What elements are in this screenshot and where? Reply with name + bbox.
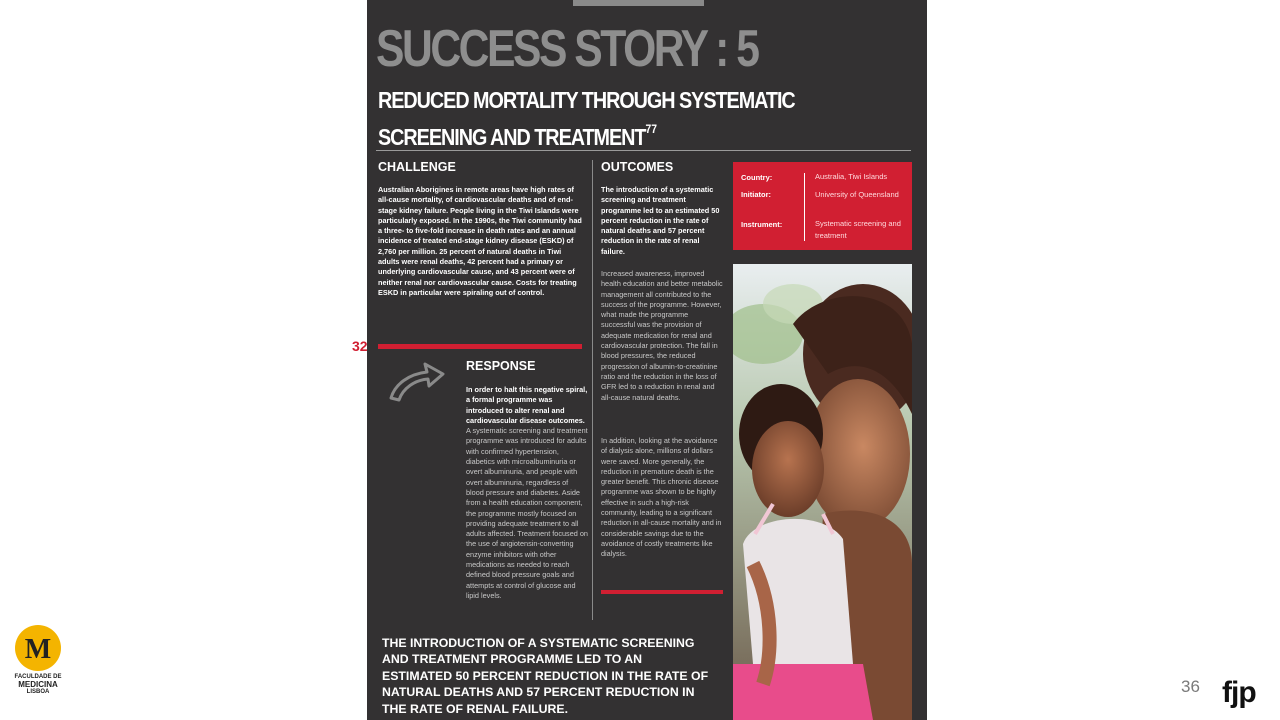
title-divider	[376, 150, 911, 151]
red-accent-bar	[378, 344, 582, 349]
mother-child-photo	[733, 264, 912, 720]
response-heading: RESPONSE	[466, 359, 536, 373]
outcomes-lead: The introduction of a systematic screening and treatment programme led to an estimated 50 percent reduction in the rate of natural deaths and 57 percent reduction in the rate of renal failure.	[601, 185, 720, 256]
page-title: SUCCESS STORY : 5	[376, 20, 758, 78]
initiator-label: Initiator:	[741, 190, 771, 199]
outcomes-paragraph-2: In addition, looking at the avoidance of dialysis alone, millions of dollars were saved. More generally, the reduction in premature death is the greater benefit. This chronic disease programme was shown to be highly effective in such a high-risk community, leading to a significant reduction in all-cause mortality and in considerable savings due to the avoidance of costly treatments like dialysis.	[601, 436, 722, 559]
challenge-text: Australian Aborigines in remote areas have high rates of all-cause mortality, of cardiovascular deaths and of end-stage kidney failure. People living in the Tiwi Islands were particularly exposed. In the 1990s, the Tiwi community had a three- to five-fold increase in death rates and an annual incidence of treated end-stage kidney disease (ESKD) of 2,760 per million. 25 percent of natural deaths in Tiwi adults were renal deaths, 42 percent had a primary or underlying cardiovascular cause, and 43 percent were of neither renal nor cardiovascular cause. Costs for treating ESKD in particular were spiraling out of control.	[378, 185, 582, 297]
pull-quote: THE INTRODUCTION OF A SYSTEMATIC SCREENING AND TREATMENT PROGRAMME LED TO AN ESTIMATED 50 PERCENT REDUCTION IN THE RATE OF NATURAL DEATHS AND 57 PERCENT REDUCTION IN THE RATE OF RENAL FAILURE.	[382, 636, 709, 716]
brand-logo: fjp	[1222, 676, 1256, 709]
faculty-logo	[12, 624, 64, 698]
faculty-logo-emblem	[12, 624, 64, 674]
column-divider	[592, 160, 593, 620]
page-subtitle	[378, 86, 860, 152]
country-label: Country:	[741, 173, 773, 182]
outcomes-heading: OUTCOMES	[601, 160, 674, 174]
logo-line-1: FACULDADE DE	[14, 674, 62, 680]
red-accent-bar	[601, 590, 723, 594]
instrument-label: Instrument:	[741, 220, 783, 229]
info-box	[733, 162, 912, 250]
subtitle-text: REDUCED MORTALITY THROUGH SYSTEMATIC SCREENING AND TREATMENT	[378, 87, 795, 150]
initiator-value: University of Queensland	[815, 190, 899, 199]
country-value: Australia, Tiwi Islands	[815, 172, 888, 181]
response-lead: In order to halt this negative spiral, a formal programme was introduced to alter renal and cardiovascular disease outcomes.	[466, 385, 588, 425]
document-page	[367, 0, 927, 720]
curved-arrow-icon	[387, 358, 447, 402]
top-tab-decoration	[573, 0, 704, 6]
logo-line-2: MEDICINA	[18, 680, 58, 689]
svg-text:M: M	[24, 634, 52, 665]
logo-line-3: LISBOA	[26, 689, 50, 695]
subtitle-reference: 77	[645, 122, 657, 136]
slide-number: 36	[1181, 677, 1200, 696]
response-body: A systematic screening and treatment programme was introduced for adults with confirmed hypertension, diabetics with microalbuminuria or overt albuminuria, and people with overt albuminuria, regardless of blood pressure and diabetes. Aside from a health education component, the programme mostly focused on providing adequate treatment to all adults affected. Treatment focused on the use of angiotensin-converting enzyme inhibitors with other medications as needed to reach defined blood pressure goals and attempts at control of glucose and lipid levels.	[466, 426, 588, 600]
outcomes-paragraph-1: Increased awareness, improved health education and better metabolic management all contributed to the success of the programme. However, what made the programme successful was the provision of adequate medication for renal and cardiovascular protection. The fall in blood pressures, the reduced progression of albumin-to-creatinine ratio and the reduction in the loss of GFR led to a reduction in renal and all-cause natural deaths.	[601, 269, 723, 402]
response-text	[466, 385, 588, 601]
side-page-mark: 32	[352, 338, 368, 354]
instrument-value: Systematic screening and treatment	[815, 219, 901, 240]
challenge-heading: CHALLENGE	[378, 160, 456, 174]
info-box-divider	[804, 173, 805, 241]
